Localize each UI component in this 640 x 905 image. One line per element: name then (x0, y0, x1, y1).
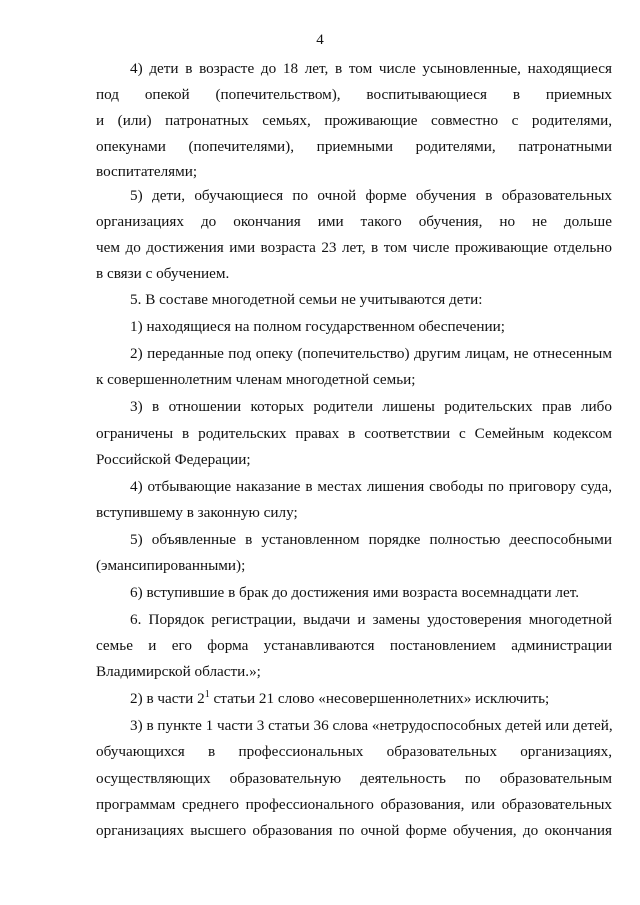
text-line: воспитателями; (96, 163, 198, 180)
text-line: организациях высшего образования по очной форме обучения, до окончания (96, 822, 612, 839)
text-line: Владимирской области.»; (96, 663, 261, 680)
text-line: 3) в пункте 1 части 3 статьи 36 слова «нетрудоспособных детей или детей, (130, 717, 613, 734)
text-line: опекунами (попечителями), приемными родителями, патронатными (96, 138, 612, 155)
text-line: и (или) патронатных семьях, проживающие совместно с родителями, (96, 112, 612, 129)
text-line: в связи с обучением. (96, 265, 230, 282)
text-line: чем до достижения ими возраста 23 лет, в том числе проживающие отдельно (96, 239, 612, 256)
text-line: Российской Федерации; (96, 451, 251, 468)
superscript: 1 (204, 689, 210, 700)
text-line: обучающихся в профессиональных образовательных организациях, (96, 743, 612, 760)
text-before: 2) в части 2 (130, 690, 205, 707)
page-number: 4 (316, 32, 324, 48)
text-line: под опекой (попечительством), воспитывающиеся в приемных (96, 86, 612, 103)
text-line: 4) отбывающие наказание в местах лишения свободы по приговору суда, (130, 478, 612, 495)
text-line: 5) дети, обучающиеся по очной форме обучения в образовательных (130, 187, 612, 204)
text-line: программам среднего профессионального образования, или образовательных (96, 796, 612, 813)
text-after: статьи 21 слово «несовершеннолетних» исключить; (209, 690, 550, 707)
text-line: 6) вступившие в брак до достижения ими возраста восемнадцати лет. (130, 584, 580, 601)
text-line: вступившему в законную силу; (96, 504, 298, 521)
text-line: семье и его форма устанавливаются постановлением администрации (96, 637, 612, 654)
text-line: 1) находящиеся на полном государственном обеспечении; (130, 318, 505, 335)
text-line-article-21 (130, 690, 612, 708)
text-line: 5) объявленные в установленном порядке полностью дееспособными (130, 531, 612, 548)
text-line: 5. В составе многодетной семьи не учитываются дети: (130, 291, 483, 308)
text-line: 2) переданные под опеку (попечительство) другим лицам, не отнесенным (130, 345, 612, 362)
text-line: осуществляющих образовательную деятельность по образовательным (96, 770, 612, 787)
text-line: 3) в отношении которых родители лишены родительских прав либо (130, 398, 612, 415)
text-line: 6. Порядок регистрации, выдачи и замены удостоверения многодетной (130, 611, 612, 628)
text-line: ограничены в родительских правах в соответствии с Семейным кодексом (96, 425, 612, 442)
text-line: (эмансипированными); (96, 557, 246, 574)
text-line: 4) дети в возрасте до 18 лет, в том числе усыновленные, находящиеся (130, 60, 612, 77)
text-line: к совершеннолетним членам многодетной семьи; (96, 371, 416, 388)
text-line: организациях до окончания ими такого обучения, но не дольше (96, 213, 612, 230)
